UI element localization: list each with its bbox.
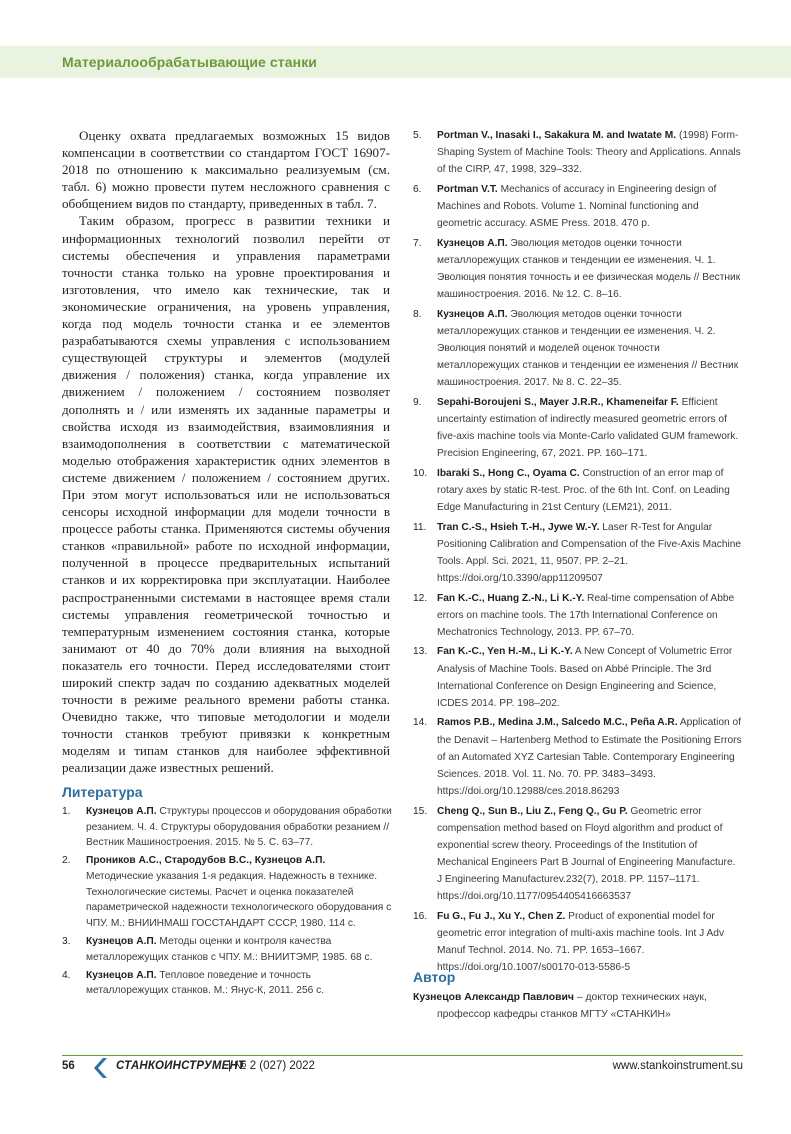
reference-item xyxy=(413,908,743,976)
reference-item xyxy=(62,968,392,999)
reference-authors: Fan K.-C., Yen H.-M., Li K.-Y. xyxy=(437,646,573,658)
reference-authors: Portman V., Inasaki I., Sakakura M. and Iwatate M. xyxy=(437,130,677,141)
reference-authors: Кузнецов А.П. xyxy=(437,237,508,249)
reference-text xyxy=(437,394,743,462)
reference-number: 8. xyxy=(413,308,422,320)
journal-brand: СТАНКОИНСТРУМЕНТ xyxy=(116,1060,246,1072)
reference-text xyxy=(437,181,743,232)
reference-details: Структуры процессов и оборудования обработки резанием. Ч. 4. Структуры оборудования обработки резанием // Вестник Машиностроения. 2015. № 5. С. 63–77. xyxy=(86,806,392,849)
reference-item xyxy=(413,394,743,462)
reference-authors: Проников А.С., Стародубов В.С., Кузнецов А.П. xyxy=(86,855,326,867)
reference-item xyxy=(413,235,743,303)
reference-details: Тепловое поведение и точность металлорежущих станков. М.: Янус-К, 2011. 256 с. xyxy=(86,969,325,997)
reference-number: 6. xyxy=(413,183,422,195)
author-name: Кузнецов Александр Павлович xyxy=(413,992,574,1003)
reference-item xyxy=(413,465,743,516)
website-link[interactable]: www.stankoinstrument.su xyxy=(612,1060,743,1072)
reference-authors: Кузнецов А.П. xyxy=(86,935,157,947)
reference-details: A New Concept of Volumetric Error Analysis of Machine Tools. Based on Abbé Principle. The 3rd International Conference on Design Engineering and Science, ICDES 2014. PP. 198–202. xyxy=(437,646,733,709)
reference-item xyxy=(62,804,392,851)
reference-text xyxy=(437,714,743,799)
paragraph: Таким образом, прогресс в развитии техники и информационных технологий позволил перейти от системы обеспечения и управления параметрами точности станка только на уровне проектирования и изготовления, что имело как технические, так и экономические ограничения, на уровень управления, когда под модель точности станка и ее элементов разрабатываются схемы управления с использованием существующей структуры и элементов (модулей движения / положения) станка, когда управление их движением / положением / состоянием позволяет дополнять и / или изменять их заданные параметры и свойства исходя из взаимодействия, взаимовлияния и взаимодополнения в соответствии с математической моделью отображения характеристик одних элементов в системе движением / положением / состоянием других. При этом могут использоваться или не использоваться сенсоры исходной информации для модели точности в процессе работы станка. Применяются системы обучения станков «правильной» работе по исходной информации, полученной в процессе предварительных испытаний станков и их корректировка при эксплуатации. Наиболее распространенными системами в настоящее время стали системы управления геометрической точностью и температурным изменением состояния станка, которые занимают от 40 до 70% доли влияния на выходной показатель его точности. Перед исследователями стоит широкий спектр задач по созданию адекватных моделей точности в режиме реального времени работы станка. Очевидно также, что типовые методологии и модели точности станков требуют привязки к конкретным моделям и типам станков для наиболее эффективной реализации даже известных решений. xyxy=(62,213,390,776)
reference-details: Real-time compensation of Abbe errors on machine tools. The 17th International Conference on Mechatronics Technology, 2013. PP. 67–70. xyxy=(437,592,735,638)
reference-details: Методические указания 1-я редакция. Надежность в технике. Технологические системы. Расчет и оценка показателей параметрической надежности технологического оборудования с ЧПУ. М.: ВНИИНМАШ ГОССТАНДАРТ СССР, 1980. 114 с. xyxy=(86,870,392,929)
footer-divider xyxy=(62,1055,743,1056)
reference-details: Construction of an error map of rotary axes by static R-test. Proc. of the 6th Int. Conf. on Leading Edge Manufacturing in 21st Century (LEM21), 2011. xyxy=(437,467,730,513)
reference-text xyxy=(86,968,392,999)
reference-item xyxy=(413,181,743,232)
reference-item xyxy=(62,853,392,931)
reference-authors: Ramos P.B., Medina J.M., Salcedo M.C., Peña A.R. xyxy=(437,717,678,729)
author-block xyxy=(413,989,753,1023)
reference-authors: Fan K.-C., Huang Z.-N., Li K.-Y. xyxy=(437,592,585,604)
reference-number: 15. xyxy=(413,805,428,817)
reference-authors: Кузнецов А.П. xyxy=(86,806,157,817)
page-footer xyxy=(62,1058,743,1078)
reference-authors: Кузнецов А.П. xyxy=(86,969,157,981)
reference-number: 2. xyxy=(62,855,71,867)
reference-details: Эволюция методов оценки точности металлорежущих станков и тенденции ее изменения. Ч. 1. Эволюция понятия точность и ее физическая модель // Вестник машиностроения. 2016. № 12. С. 8–16. xyxy=(437,237,741,301)
reference-text xyxy=(86,853,392,931)
reference-number: 7. xyxy=(413,237,422,249)
reference-text xyxy=(437,908,743,976)
reference-details: Product of exponential model for geometric error integration of multi-axis machine tools. Int J Adv Manuf Technol. 2014. No. 71. PP. 1653–1667. https://doi.org/10.1007/s00170-013-5586-5 xyxy=(437,910,725,973)
reference-details: Laser R-Test for Angular Positioning Calibration and Compensation of the Five-Axis Machine Tools. Appl. Sci. 2021, 11, 9507. PP. 2–21. https://doi.org/10.3390/app11209507 xyxy=(437,521,742,584)
literature-list xyxy=(62,804,392,1002)
references-list-continued xyxy=(413,127,743,979)
reference-text xyxy=(437,127,743,178)
reference-authors: Кузнецов А.П. xyxy=(437,308,508,320)
reference-authors: Cheng Q., Sun B., Liu Z., Feng Q., Gu P. xyxy=(437,805,628,817)
reference-authors: Portman V.T. xyxy=(437,183,498,195)
reference-number: 16. xyxy=(413,910,428,922)
reference-text xyxy=(437,803,743,906)
author-position: профессор кафедры станков МГТУ «СТАНКИН» xyxy=(437,1009,671,1020)
reference-details: Application of the Denavit – Hartenberg Method to Estimate the Positioning Errors of an Automated XYZ Cartesian Table. Contemporary Engineering Sciences. 2018. Vol. 11. No. 70. PP. 3483–3493. https://doi.org/10.12988/ces.2018.86293 xyxy=(437,717,742,797)
reference-text xyxy=(437,306,743,391)
reference-item xyxy=(413,306,743,391)
reference-number: 5. xyxy=(413,130,422,141)
reference-text xyxy=(437,643,743,711)
reference-text xyxy=(437,590,743,641)
chevron-left-icon xyxy=(93,1058,107,1078)
reference-authors: Ibaraki S., Hong C., Oyama C. xyxy=(437,467,580,479)
reference-item xyxy=(413,714,743,799)
reference-number: 9. xyxy=(413,396,422,408)
reference-text xyxy=(437,235,743,303)
reference-item xyxy=(62,934,392,965)
literature-heading: Литература xyxy=(62,784,143,800)
reference-details: Efficient uncertainty estimation of indirectly measured geometric errors of five-axis machine tools via Monte-Carlo validated GUM framework. Precision Engineering, 67, 2021. PP. 160–171. xyxy=(437,396,739,460)
reference-text xyxy=(437,519,743,587)
reference-item xyxy=(413,643,743,711)
reference-authors: Tran C.-S., Hsieh T.-H., Jywe W.-Y. xyxy=(437,521,600,533)
paragraph: Оценку охвата предлагаемых возможных 15 видов компенсации в соответствии со стандартом ГОСТ 16907-2018 по отношению к максимально реализуемым (см. табл. 6) можно провести путем несложного сравнения с обобщением видов по стандарту, приведенных в табл. 7. xyxy=(62,128,390,212)
reference-authors: Sepahi-Boroujeni S., Mayer J.R.R., Khameneifar F. xyxy=(437,396,679,408)
main-text-column xyxy=(62,127,390,777)
author-heading: Автор xyxy=(413,969,456,985)
reference-number: 14. xyxy=(413,717,428,729)
reference-details: Mechanics of accuracy in Engineering design of Machines and Robots. Volume 1. Nominal functioning and geometric accuracy. ASME Press. 2018. 470 p. xyxy=(437,183,717,230)
reference-text xyxy=(86,934,392,965)
page-number: 56 xyxy=(62,1060,75,1072)
reference-details: Методы оценки и контроля качества металлорежущих станков с ЧПУ. М.: ВНИИТЭМР, 1985. 68 с. xyxy=(86,935,373,963)
reference-number: 13. xyxy=(413,646,428,658)
reference-text xyxy=(86,804,392,851)
reference-item xyxy=(413,590,743,641)
reference-number: 11. xyxy=(413,521,427,533)
reference-details: Эволюция методов оценки точности металлорежущих станков и тенденции ее изменения. Ч. 2. Эволюция понятий и моделей оценок точности металлорежущих станков и тенденции ее изменения // Вестник машиностроения. 2017. № 8. С. 22–35. xyxy=(437,308,739,389)
reference-text xyxy=(437,465,743,516)
reference-details: (1998) Form-Shaping System of Machine Tools: Theory and Applications. Annals of the CIRP, 47, 1998, 329–332. xyxy=(437,130,741,176)
issue-number: | № 2 (027) 2022 xyxy=(228,1060,315,1072)
reference-number: 3. xyxy=(62,935,71,947)
reference-authors: Fu G., Fu J., Xu Y., Chen Z. xyxy=(437,910,566,922)
reference-number: 10. xyxy=(413,467,428,479)
reference-details: Geometric error compensation method based on Floyd algorithm and product of exponential screw theory. Proceedings of the Institution of Mechanical Engineers Part B Journal of Engineering Manufacture. J Engineering Manufacturev.232(7), 2018. PP. 1157–1171. https://doi.org/10.1177/0954405416663537 xyxy=(437,805,736,902)
reference-item xyxy=(413,519,743,587)
reference-item xyxy=(413,127,743,178)
section-title: Материалообрабатывающие станки xyxy=(62,54,318,70)
reference-number: 1. xyxy=(62,806,71,817)
author-degree: – доктор технических наук, xyxy=(573,992,707,1003)
reference-item xyxy=(413,803,743,906)
reference-number: 12. xyxy=(413,592,428,604)
reference-number: 4. xyxy=(62,969,71,981)
